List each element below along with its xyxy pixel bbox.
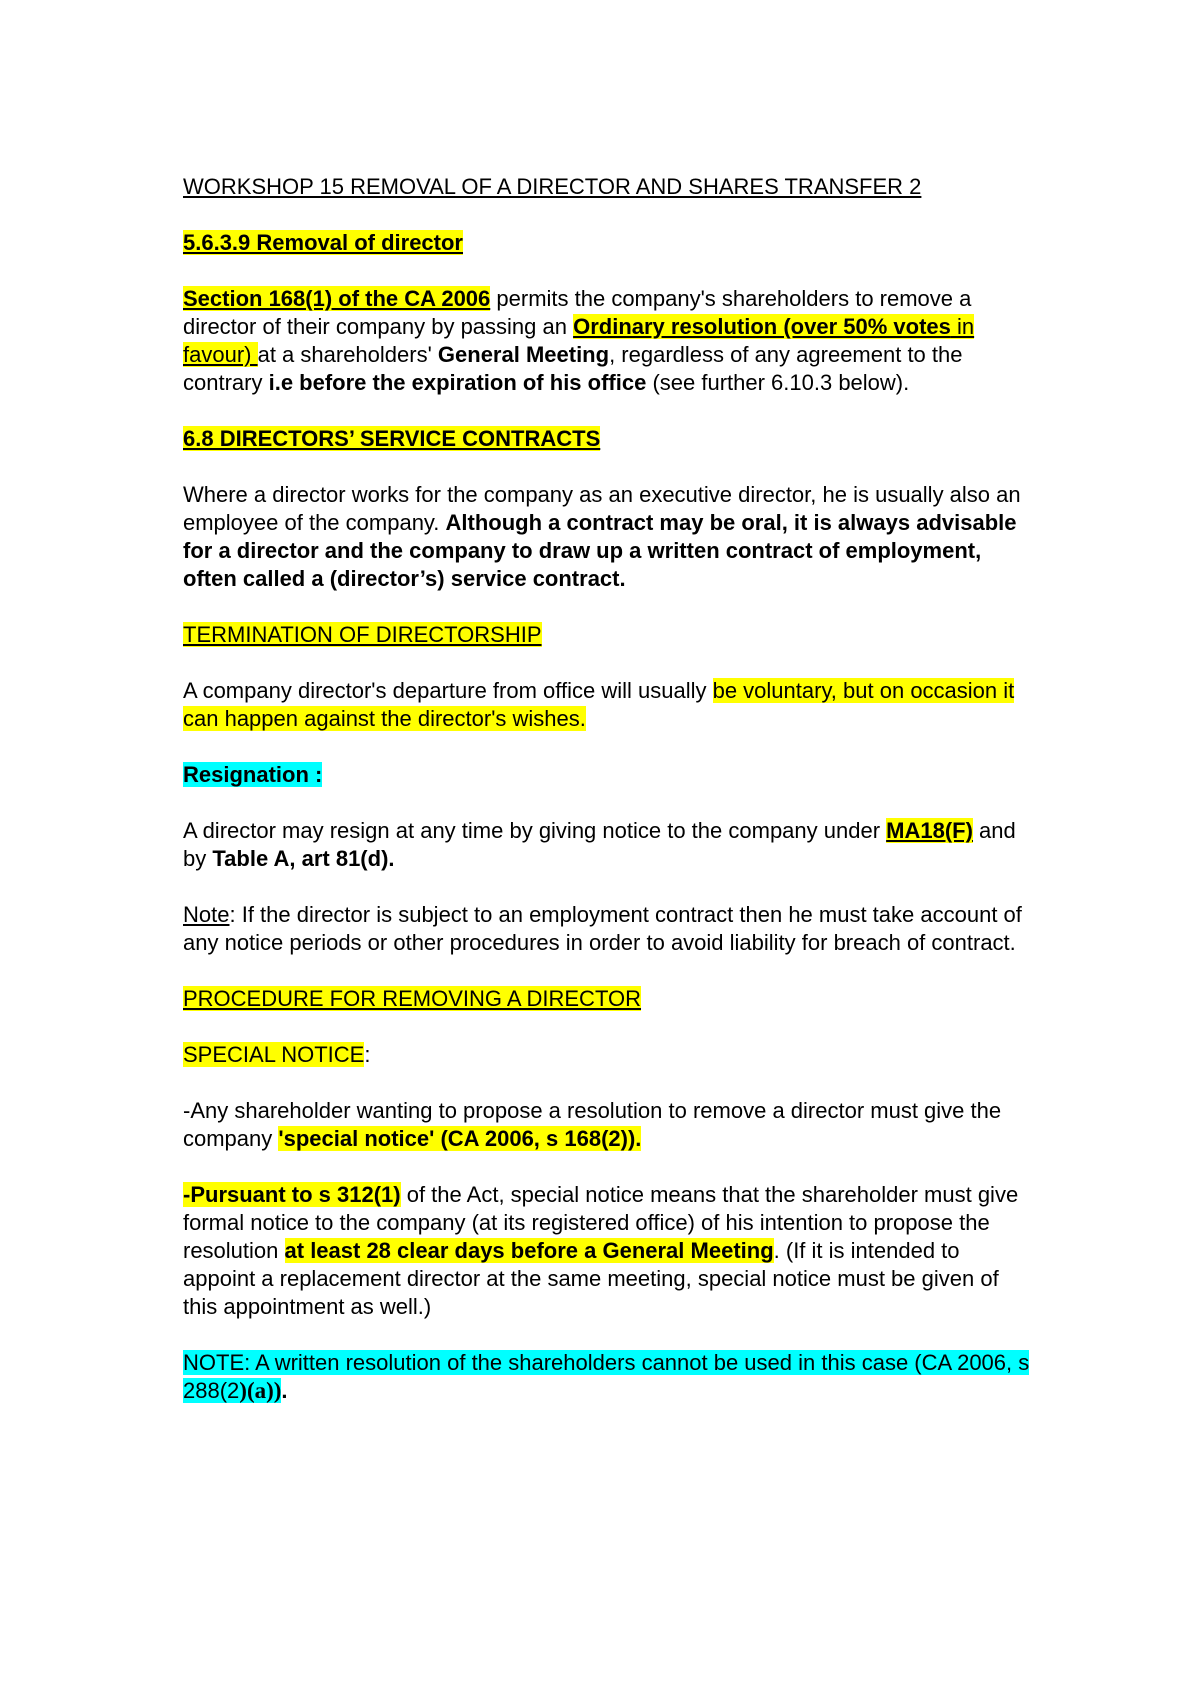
ordinary-resolution: Ordinary resolution (over 50% votes (573, 314, 951, 339)
removal-paragraph: Section 168(1) of the CA 2006 permits the company's shareholders to remove a director of their company by passing an Ordinary resolution (over 50% votes in favour) at a shareholders' General Meeting, regardless of any agreement to the contrary i.e before the expiration of his office (see further 6.10.3 below). (183, 286, 975, 395)
section-ref: Section 168(1) of the CA 2006 (183, 286, 491, 311)
special-notice-paragraph-1: -Any shareholder wanting to propose a resolution to remove a director must give the company 'special notice' (CA 2006, s 168(2)). (183, 1098, 1002, 1151)
procedure-heading: PROCEDURE FOR REMOVING A DIRECTOR (183, 986, 641, 1011)
written-resolution-note: NOTE: A written resolution of the shareholders cannot be used in this case (CA 2006, s 288(2)(a)). (183, 1350, 1030, 1403)
document-body (183, 173, 1033, 1433)
ma18-ref: MA18(F) (886, 818, 973, 843)
special-notice-paragraph-2: -Pursuant to s 312(1) of the Act, special notice means that the shareholder must give formal notice to the company (at its registered office) of his intention to propose the resolution at least 28 clear days before a General Meeting. (If it is intended to appoint a replacement director at the same meeting, special notice must be given of this appointment as well.) (183, 1182, 1019, 1319)
termination-paragraph: A company director's departure from office will usually be voluntary, but on occasion it can happen against the director's wishes. (183, 678, 1015, 731)
service-paragraph: Where a director works for the company as an executive director, he is usually also an employee of the company. Although a contract may be oral, it is always advisable for a director and the company to draw up a written contract of employment, often called a (director’s) service contract. (183, 482, 1021, 591)
note-label: Note (183, 902, 230, 927)
special-notice-heading: SPECIAL NOTICE: (183, 1042, 371, 1067)
resignation-paragraph: A director may resign at any time by giving notice to the company under MA18(F) and by Table A, art 81(d). (183, 818, 1016, 871)
resignation-heading: Resignation : (183, 762, 323, 787)
document-title: WORKSHOP 15 REMOVAL OF A DIRECTOR AND SHARES TRANSFER 2 (183, 174, 922, 199)
termination-heading: TERMINATION OF DIRECTORSHIP (183, 622, 542, 647)
note-paragraph: Note: If the director is subject to an employment contract then he must take account of any notice periods or other procedures in order to avoid liability for breach of contract. (183, 902, 1022, 955)
removal-heading: 5.6.3.9 Removal of director (183, 230, 463, 255)
service-heading: 6.8 DIRECTORS’ SERVICE CONTRACTS (183, 426, 601, 451)
